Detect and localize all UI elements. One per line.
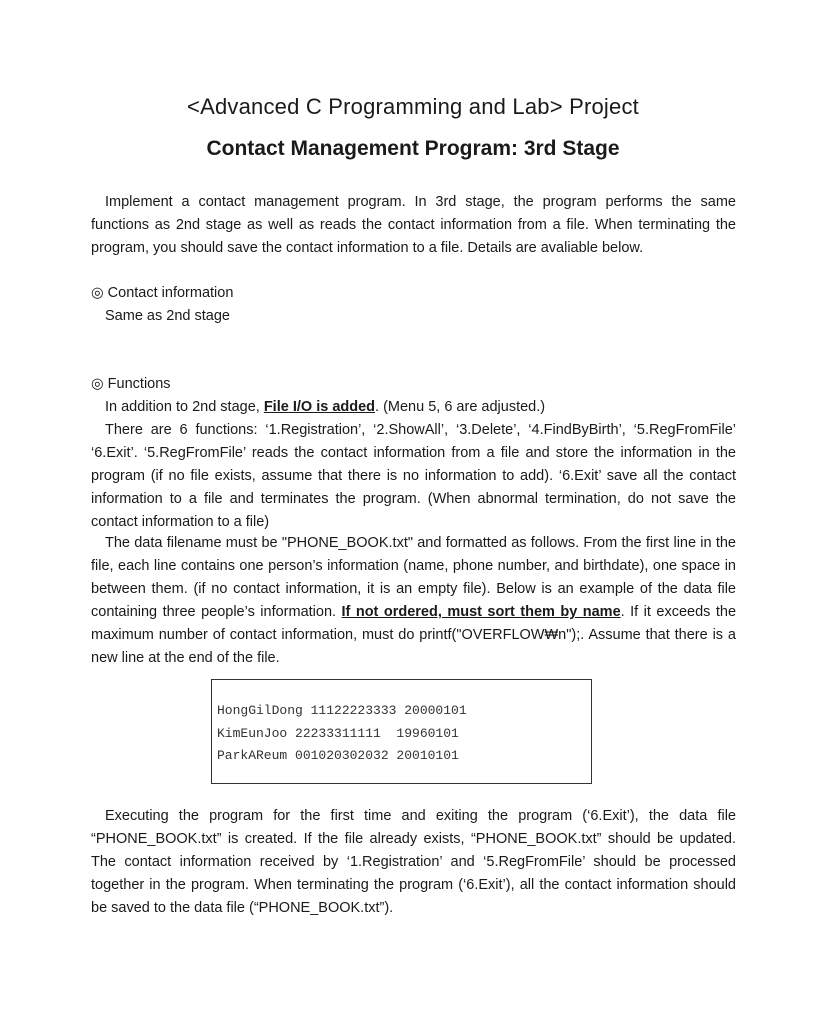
functions-heading: ◎ Functions [91, 376, 171, 392]
functions-paragraph-2: There are 6 functions: ‘1.Registration’, ‘2.ShowAll’, ‘3.Delete’, ‘4.FindByBirth’, ‘5.RegFromFile’ ‘6.Exit’. ‘5.RegFromFile’ reads the contact information from a file and store the information in the program (if no file exists, assume that there is no information to add). ‘6.Exit’ save all the contact information to a file and terminates the program. (When abnormal termination, do not save the contact information to a file) [91, 422, 736, 530]
functions-paragraph-3 [91, 532, 736, 670]
file-io-emphasis: File I/O is added [263, 399, 376, 415]
functions-p1-text: In addition to 2nd stage, [105, 399, 264, 415]
data-file-line: ParkAReum 001020302032 20010101 [217, 748, 459, 763]
contact-info-body: Same as 2nd stage [105, 308, 230, 324]
functions-paragraph-1 [91, 396, 750, 419]
course-title: <Advanced C Programming and Lab> Project [187, 94, 639, 119]
contact-info-heading: ◎ Contact information [91, 285, 234, 301]
intro-paragraph: Implement a contact management program. In 3rd stage, the program performs the same functions as 2nd stage as well as reads the contact information from a file. When terminating the program, you should save the contact information to a file. Details are avaliable below. [91, 194, 736, 256]
data-file-line: HongGilDong 11122223333 20000101 [217, 703, 467, 718]
data-file-example [211, 679, 592, 784]
functions-p1-suffix: . (Menu 5, 6 are adjusted.) [375, 399, 546, 415]
data-file-line: KimEunJoo 22233311111 19960101 [217, 725, 459, 741]
sort-emphasis: If not ordered, must sort them by name [341, 604, 621, 620]
functions-p3-suffix: . If it exceeds the maximum number of contact information, must do printf("OVERFLOW₩n");. Assume that there is a new line at the end of the file. [91, 604, 737, 666]
closing-paragraph: Executing the program for the first time and exiting the program (‘6.Exit’), the data file “PHONE_BOOK.txt” is created. If the file already exists, “PHONE_BOOK.txt” should be updated. The contact information received by ‘1.Registration’ and ‘5.RegFromFile’ should be processed together in the program. When terminating the program (‘6.Exit’), all the contact information should be saved to the data file (“PHONE_BOOK.txt”). [91, 808, 736, 916]
document-title: Contact Management Program: 3rd Stage [206, 137, 620, 160]
functions-p3-text: The data filename must be "PHONE_BOOK.txt" and formatted as follows. From the first line in the file, each line contains one person’s information (name, phone number, and birthdate), one space in between them. (if no contact information, it is an empty file). Below is an example of the data file containing three people’s information. [91, 535, 736, 620]
